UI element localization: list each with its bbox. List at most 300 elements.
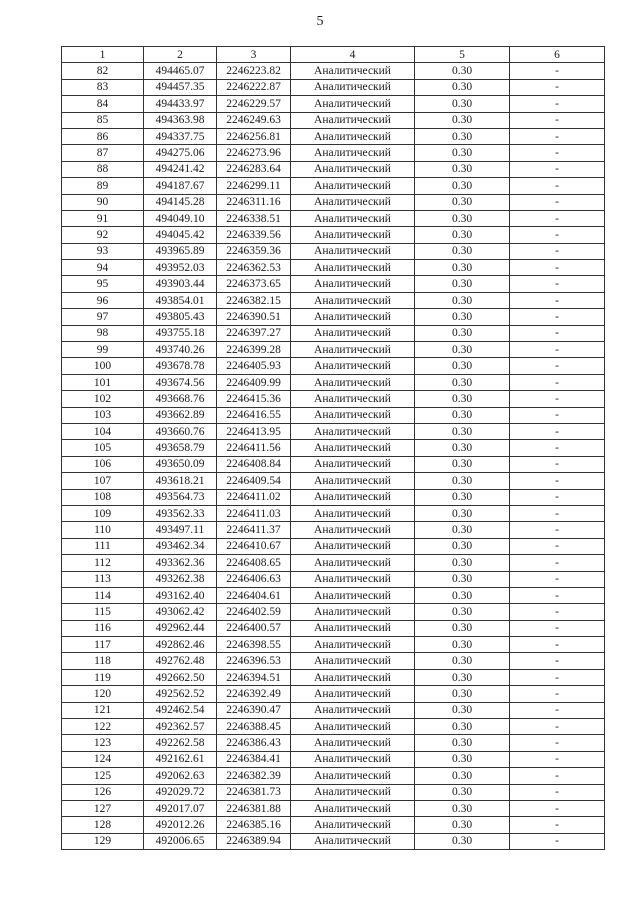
- table-cell-col-1: 127: [62, 800, 144, 816]
- table-cell-col-5: 0.30: [415, 227, 510, 243]
- table-cell-col-6: -: [510, 817, 605, 833]
- table-cell-col-5: 0.30: [415, 440, 510, 456]
- table-cell-col-2: 492006.65: [144, 833, 217, 849]
- table-cell-col-2: 492562.52: [144, 686, 217, 702]
- table-row: [62, 719, 605, 735]
- table-row: [62, 423, 605, 439]
- table-row: [62, 292, 605, 308]
- table-cell-col-1: 105: [62, 440, 144, 456]
- table-cell-col-6: -: [510, 276, 605, 292]
- table-cell-col-5: 0.30: [415, 538, 510, 554]
- table-cell-col-3: 2246390.47: [217, 702, 291, 718]
- table-cell-col-3: 2246222.87: [217, 79, 291, 95]
- table-cell-col-2: 493755.18: [144, 325, 217, 341]
- table-cell-col-6: -: [510, 456, 605, 472]
- table-cell-col-2: 494457.35: [144, 79, 217, 95]
- table-cell-col-6: -: [510, 800, 605, 816]
- table-cell-col-1: 95: [62, 276, 144, 292]
- table-cell-col-6: -: [510, 784, 605, 800]
- table-cell-col-2: 492962.44: [144, 620, 217, 636]
- table-cell-col-5: 0.30: [415, 358, 510, 374]
- table-cell-col-3: 2246386.43: [217, 735, 291, 751]
- table-cell-col-2: 492462.54: [144, 702, 217, 718]
- table-row: [62, 817, 605, 833]
- table-cell-col-4: Аналитический: [291, 702, 415, 718]
- table-cell-col-4: Аналитический: [291, 637, 415, 653]
- table-cell-col-3: 2246410.67: [217, 538, 291, 554]
- table-cell-col-4: Аналитический: [291, 276, 415, 292]
- table-cell-col-1: 106: [62, 456, 144, 472]
- table-cell-col-2: 492362.57: [144, 719, 217, 735]
- table-row: [62, 309, 605, 325]
- table-cell-col-2: 494145.28: [144, 194, 217, 210]
- table-cell-col-5: 0.30: [415, 407, 510, 423]
- table-cell-col-4: Аналитический: [291, 489, 415, 505]
- table-cell-col-3: 2246249.63: [217, 112, 291, 128]
- table-cell-col-6: -: [510, 96, 605, 112]
- table-cell-col-6: -: [510, 587, 605, 603]
- table-row: [62, 260, 605, 276]
- table-cell-col-5: 0.30: [415, 719, 510, 735]
- table-cell-col-3: 2246397.27: [217, 325, 291, 341]
- table-cell-col-6: -: [510, 555, 605, 571]
- table-cell-col-6: -: [510, 505, 605, 521]
- table-row: [62, 735, 605, 751]
- table-cell-col-1: 97: [62, 309, 144, 325]
- table-body: [62, 63, 605, 850]
- table-cell-col-5: 0.30: [415, 505, 510, 521]
- table-cell-col-1: 121: [62, 702, 144, 718]
- table-cell-col-1: 129: [62, 833, 144, 849]
- table-cell-col-1: 119: [62, 669, 144, 685]
- table-row: [62, 571, 605, 587]
- table-cell-col-4: Аналитический: [291, 161, 415, 177]
- table-cell-col-1: 101: [62, 374, 144, 390]
- table-cell-col-6: -: [510, 342, 605, 358]
- table-cell-col-2: 493740.26: [144, 342, 217, 358]
- table-cell-col-5: 0.30: [415, 325, 510, 341]
- table-cell-col-1: 92: [62, 227, 144, 243]
- table-cell-col-4: Аналитический: [291, 342, 415, 358]
- table-cell-col-4: Аналитический: [291, 522, 415, 538]
- table-row: [62, 702, 605, 718]
- table-cell-col-1: 103: [62, 407, 144, 423]
- table-cell-col-3: 2246399.28: [217, 342, 291, 358]
- table-cell-col-4: Аналитический: [291, 63, 415, 79]
- table-cell-col-4: Аналитический: [291, 620, 415, 636]
- table-cell-col-1: 86: [62, 128, 144, 144]
- table-cell-col-2: 492262.58: [144, 735, 217, 751]
- table-row: [62, 489, 605, 505]
- table-cell-col-5: 0.30: [415, 112, 510, 128]
- table-cell-col-2: 493903.44: [144, 276, 217, 292]
- table-cell-col-5: 0.30: [415, 473, 510, 489]
- table-cell-col-1: 88: [62, 161, 144, 177]
- page-number: 5: [316, 14, 324, 29]
- table-cell-col-2: 494363.98: [144, 112, 217, 128]
- table-cell-col-1: 84: [62, 96, 144, 112]
- table-cell-col-6: -: [510, 260, 605, 276]
- table-cell-col-3: 2246388.45: [217, 719, 291, 735]
- table-cell-col-4: Аналитический: [291, 571, 415, 587]
- table-cell-col-1: 125: [62, 768, 144, 784]
- table-cell-col-3: 2246406.63: [217, 571, 291, 587]
- table-cell-col-4: Аналитический: [291, 604, 415, 620]
- table-cell-col-4: Аналитический: [291, 309, 415, 325]
- table-cell-col-3: 2246256.81: [217, 128, 291, 144]
- table-cell-col-2: 493362.36: [144, 555, 217, 571]
- table-cell-col-5: 0.30: [415, 423, 510, 439]
- table-cell-col-3: 2246384.41: [217, 751, 291, 767]
- table-cell-col-6: -: [510, 358, 605, 374]
- table-row: [62, 227, 605, 243]
- table-cell-col-3: 2246404.61: [217, 587, 291, 603]
- table-cell-col-4: Аналитический: [291, 653, 415, 669]
- table-row: [62, 637, 605, 653]
- header-col-6: 6: [510, 47, 605, 63]
- table-row: [62, 669, 605, 685]
- table-cell-col-2: 492029.72: [144, 784, 217, 800]
- table-cell-col-2: 493662.89: [144, 407, 217, 423]
- table-row: [62, 604, 605, 620]
- table-cell-col-6: -: [510, 325, 605, 341]
- table-cell-col-1: 102: [62, 391, 144, 407]
- table-cell-col-3: 2246390.51: [217, 309, 291, 325]
- table-cell-col-3: 2246409.54: [217, 473, 291, 489]
- table-cell-col-2: 493497.11: [144, 522, 217, 538]
- table-cell-col-2: 492012.26: [144, 817, 217, 833]
- table-cell-col-1: 124: [62, 751, 144, 767]
- table-cell-col-5: 0.30: [415, 79, 510, 95]
- table-cell-col-2: 494187.67: [144, 178, 217, 194]
- table-row: [62, 276, 605, 292]
- table-cell-col-5: 0.30: [415, 571, 510, 587]
- table-cell-col-3: 2246362.53: [217, 260, 291, 276]
- table-cell-col-2: 493562.33: [144, 505, 217, 521]
- table-cell-col-4: Аналитический: [291, 751, 415, 767]
- table-row: [62, 358, 605, 374]
- table-cell-col-4: Аналитический: [291, 128, 415, 144]
- table-cell-col-4: Аналитический: [291, 96, 415, 112]
- coordinates-table: [61, 46, 605, 850]
- table-cell-col-5: 0.30: [415, 489, 510, 505]
- table-row: [62, 505, 605, 521]
- table-cell-col-3: 2246402.59: [217, 604, 291, 620]
- table-cell-col-5: 0.30: [415, 653, 510, 669]
- table-cell-col-5: 0.30: [415, 145, 510, 161]
- table-cell-col-6: -: [510, 112, 605, 128]
- table-cell-col-3: 2246229.57: [217, 96, 291, 112]
- table-row: [62, 194, 605, 210]
- table-cell-col-6: -: [510, 210, 605, 226]
- table-cell-col-5: 0.30: [415, 702, 510, 718]
- table-cell-col-6: -: [510, 178, 605, 194]
- table-cell-col-2: 492662.50: [144, 669, 217, 685]
- table-cell-col-2: 493462.34: [144, 538, 217, 554]
- table-cell-col-3: 2246415.36: [217, 391, 291, 407]
- table-cell-col-2: 493650.09: [144, 456, 217, 472]
- table-cell-col-3: 2246299.11: [217, 178, 291, 194]
- table-row: [62, 653, 605, 669]
- table-cell-col-2: 492862.46: [144, 637, 217, 653]
- table-cell-col-6: -: [510, 768, 605, 784]
- table-cell-col-1: 122: [62, 719, 144, 735]
- table-cell-col-6: -: [510, 735, 605, 751]
- table-cell-col-5: 0.30: [415, 735, 510, 751]
- table-cell-col-6: -: [510, 292, 605, 308]
- table-cell-col-1: 112: [62, 555, 144, 571]
- table-cell-col-2: 493965.89: [144, 243, 217, 259]
- table-cell-col-2: 493618.21: [144, 473, 217, 489]
- table-row: [62, 440, 605, 456]
- table-cell-col-5: 0.30: [415, 669, 510, 685]
- table-cell-col-4: Аналитический: [291, 505, 415, 521]
- table-cell-col-3: 2246416.55: [217, 407, 291, 423]
- table-cell-col-5: 0.30: [415, 194, 510, 210]
- table-row: [62, 538, 605, 554]
- table-cell-col-5: 0.30: [415, 456, 510, 472]
- table-cell-col-4: Аналитический: [291, 243, 415, 259]
- table-cell-col-4: Аналитический: [291, 833, 415, 849]
- table-cell-col-1: 99: [62, 342, 144, 358]
- table-cell-col-3: 2246373.65: [217, 276, 291, 292]
- table-cell-col-1: 115: [62, 604, 144, 620]
- table-cell-col-5: 0.30: [415, 276, 510, 292]
- table-row: [62, 473, 605, 489]
- table-cell-col-5: 0.30: [415, 637, 510, 653]
- table-cell-col-4: Аналитический: [291, 227, 415, 243]
- table-cell-col-1: 94: [62, 260, 144, 276]
- table-cell-col-3: 2246381.88: [217, 800, 291, 816]
- table-cell-col-6: -: [510, 374, 605, 390]
- table-cell-col-4: Аналитический: [291, 210, 415, 226]
- table-row: [62, 456, 605, 472]
- table-cell-col-1: 96: [62, 292, 144, 308]
- table-row: [62, 210, 605, 226]
- table-row: [62, 620, 605, 636]
- table-cell-col-2: 493668.76: [144, 391, 217, 407]
- table-cell-col-2: 493564.73: [144, 489, 217, 505]
- table-cell-col-4: Аналитический: [291, 79, 415, 95]
- table-cell-col-3: 2246273.96: [217, 145, 291, 161]
- table-cell-col-1: 108: [62, 489, 144, 505]
- table-cell-col-6: -: [510, 227, 605, 243]
- table-cell-col-5: 0.30: [415, 768, 510, 784]
- table-cell-col-5: 0.30: [415, 128, 510, 144]
- table-cell-col-5: 0.30: [415, 161, 510, 177]
- table-cell-col-4: Аналитический: [291, 800, 415, 816]
- header-col-4: 4: [291, 47, 415, 63]
- table-cell-col-6: -: [510, 243, 605, 259]
- table-cell-col-5: 0.30: [415, 686, 510, 702]
- table-cell-col-4: Аналитический: [291, 391, 415, 407]
- table-cell-col-6: -: [510, 719, 605, 735]
- table-cell-col-4: Аналитический: [291, 325, 415, 341]
- table-cell-col-6: -: [510, 489, 605, 505]
- table-row: [62, 784, 605, 800]
- table-cell-col-2: 493952.03: [144, 260, 217, 276]
- table-row: [62, 161, 605, 177]
- table-cell-col-1: 118: [62, 653, 144, 669]
- table-cell-col-2: 494045.42: [144, 227, 217, 243]
- table-cell-col-2: 493805.43: [144, 309, 217, 325]
- table-row: [62, 587, 605, 603]
- table-cell-col-2: 493660.76: [144, 423, 217, 439]
- table-cell-col-6: -: [510, 686, 605, 702]
- table-cell-col-3: 2246411.02: [217, 489, 291, 505]
- table-cell-col-4: Аналитический: [291, 473, 415, 489]
- table-cell-col-4: Аналитический: [291, 555, 415, 571]
- table-cell-col-2: 493854.01: [144, 292, 217, 308]
- table-cell-col-6: -: [510, 702, 605, 718]
- table-cell-col-1: 120: [62, 686, 144, 702]
- table-cell-col-2: 493674.56: [144, 374, 217, 390]
- table-cell-col-1: 82: [62, 63, 144, 79]
- table-cell-col-2: 493262.38: [144, 571, 217, 587]
- table-cell-col-5: 0.30: [415, 800, 510, 816]
- table-cell-col-5: 0.30: [415, 620, 510, 636]
- table-cell-col-5: 0.30: [415, 96, 510, 112]
- header-col-2: 2: [144, 47, 217, 63]
- table-cell-col-3: 2246339.56: [217, 227, 291, 243]
- table-cell-col-6: -: [510, 161, 605, 177]
- table-cell-col-5: 0.30: [415, 63, 510, 79]
- table-cell-col-6: -: [510, 440, 605, 456]
- table-cell-col-2: 493162.40: [144, 587, 217, 603]
- table-cell-col-3: 2246396.53: [217, 653, 291, 669]
- table-cell-col-1: 114: [62, 587, 144, 603]
- table-cell-col-4: Аналитический: [291, 407, 415, 423]
- table-cell-col-3: 2246382.39: [217, 768, 291, 784]
- table-cell-col-4: Аналитический: [291, 784, 415, 800]
- table-cell-col-1: 107: [62, 473, 144, 489]
- table-cell-col-5: 0.30: [415, 587, 510, 603]
- table-cell-col-6: -: [510, 637, 605, 653]
- table-cell-col-6: -: [510, 538, 605, 554]
- table-cell-col-6: -: [510, 751, 605, 767]
- header-col-1: 1: [62, 47, 144, 63]
- table-cell-col-1: 89: [62, 178, 144, 194]
- table-cell-col-1: 90: [62, 194, 144, 210]
- table-cell-col-5: 0.30: [415, 833, 510, 849]
- table-cell-col-6: -: [510, 571, 605, 587]
- table-cell-col-1: 126: [62, 784, 144, 800]
- table-cell-col-6: -: [510, 620, 605, 636]
- table-cell-col-3: 2246338.51: [217, 210, 291, 226]
- table-cell-col-3: 2246394.51: [217, 669, 291, 685]
- table-cell-col-3: 2246411.56: [217, 440, 291, 456]
- table-cell-col-1: 109: [62, 505, 144, 521]
- table-cell-col-3: 2246359.36: [217, 243, 291, 259]
- table-cell-col-4: Аналитический: [291, 178, 415, 194]
- table-cell-col-3: 2246382.15: [217, 292, 291, 308]
- table-cell-col-4: Аналитический: [291, 374, 415, 390]
- table-cell-col-2: 494465.07: [144, 63, 217, 79]
- table-cell-col-3: 2246398.55: [217, 637, 291, 653]
- table-cell-col-3: 2246381.73: [217, 784, 291, 800]
- table-row: [62, 686, 605, 702]
- table-cell-col-3: 2246311.16: [217, 194, 291, 210]
- table-cell-col-1: 111: [62, 538, 144, 554]
- table-cell-col-3: 2246409.99: [217, 374, 291, 390]
- table-cell-col-6: -: [510, 194, 605, 210]
- header-col-3: 3: [217, 47, 291, 63]
- table-cell-col-5: 0.30: [415, 309, 510, 325]
- table-cell-col-6: -: [510, 522, 605, 538]
- table-cell-col-4: Аналитический: [291, 669, 415, 685]
- table-cell-col-3: 2246283.64: [217, 161, 291, 177]
- table-row: [62, 800, 605, 816]
- table-cell-col-4: Аналитический: [291, 194, 415, 210]
- table-row: [62, 391, 605, 407]
- table-cell-col-6: -: [510, 473, 605, 489]
- table-cell-col-5: 0.30: [415, 751, 510, 767]
- table-cell-col-4: Аналитический: [291, 145, 415, 161]
- table-cell-col-1: 116: [62, 620, 144, 636]
- table-cell-col-2: 494049.10: [144, 210, 217, 226]
- table-cell-col-1: 87: [62, 145, 144, 161]
- table-cell-col-4: Аналитический: [291, 719, 415, 735]
- table-cell-col-6: -: [510, 391, 605, 407]
- table-cell-col-5: 0.30: [415, 210, 510, 226]
- table-cell-col-5: 0.30: [415, 260, 510, 276]
- table-cell-col-5: 0.30: [415, 292, 510, 308]
- table-cell-col-4: Аналитический: [291, 358, 415, 374]
- table-row: [62, 522, 605, 538]
- table-cell-col-2: 492062.63: [144, 768, 217, 784]
- table-cell-col-1: 113: [62, 571, 144, 587]
- table-cell-col-6: -: [510, 407, 605, 423]
- table-row: [62, 79, 605, 95]
- table-cell-col-4: Аналитический: [291, 817, 415, 833]
- table-cell-col-1: 128: [62, 817, 144, 833]
- table-row: [62, 145, 605, 161]
- table-row: [62, 128, 605, 144]
- table-cell-col-4: Аналитический: [291, 538, 415, 554]
- table-cell-col-5: 0.30: [415, 522, 510, 538]
- table-cell-col-1: 123: [62, 735, 144, 751]
- table-cell-col-1: 83: [62, 79, 144, 95]
- table-cell-col-1: 98: [62, 325, 144, 341]
- table-cell-col-6: -: [510, 145, 605, 161]
- table-cell-col-5: 0.30: [415, 342, 510, 358]
- table-row: [62, 63, 605, 79]
- table-cell-col-6: -: [510, 63, 605, 79]
- table-cell-col-4: Аналитический: [291, 292, 415, 308]
- table-row: [62, 112, 605, 128]
- header-col-5: 5: [415, 47, 510, 63]
- table-cell-col-2: 494241.42: [144, 161, 217, 177]
- table-cell-col-3: 2246392.49: [217, 686, 291, 702]
- table-cell-col-1: 93: [62, 243, 144, 259]
- table-cell-col-6: -: [510, 309, 605, 325]
- table-cell-col-3: 2246411.03: [217, 505, 291, 521]
- table-row: [62, 768, 605, 784]
- table-row: [62, 96, 605, 112]
- table-cell-col-2: 494337.75: [144, 128, 217, 144]
- table-row: [62, 374, 605, 390]
- table-cell-col-5: 0.30: [415, 784, 510, 800]
- table-cell-col-6: -: [510, 128, 605, 144]
- table-cell-col-2: 494433.97: [144, 96, 217, 112]
- table-cell-col-2: 492017.07: [144, 800, 217, 816]
- table-cell-col-4: Аналитический: [291, 112, 415, 128]
- table-cell-col-2: 492162.61: [144, 751, 217, 767]
- table-cell-col-1: 117: [62, 637, 144, 653]
- table-cell-col-4: Аналитический: [291, 456, 415, 472]
- table-cell-col-6: -: [510, 833, 605, 849]
- table-cell-col-3: 2246411.37: [217, 522, 291, 538]
